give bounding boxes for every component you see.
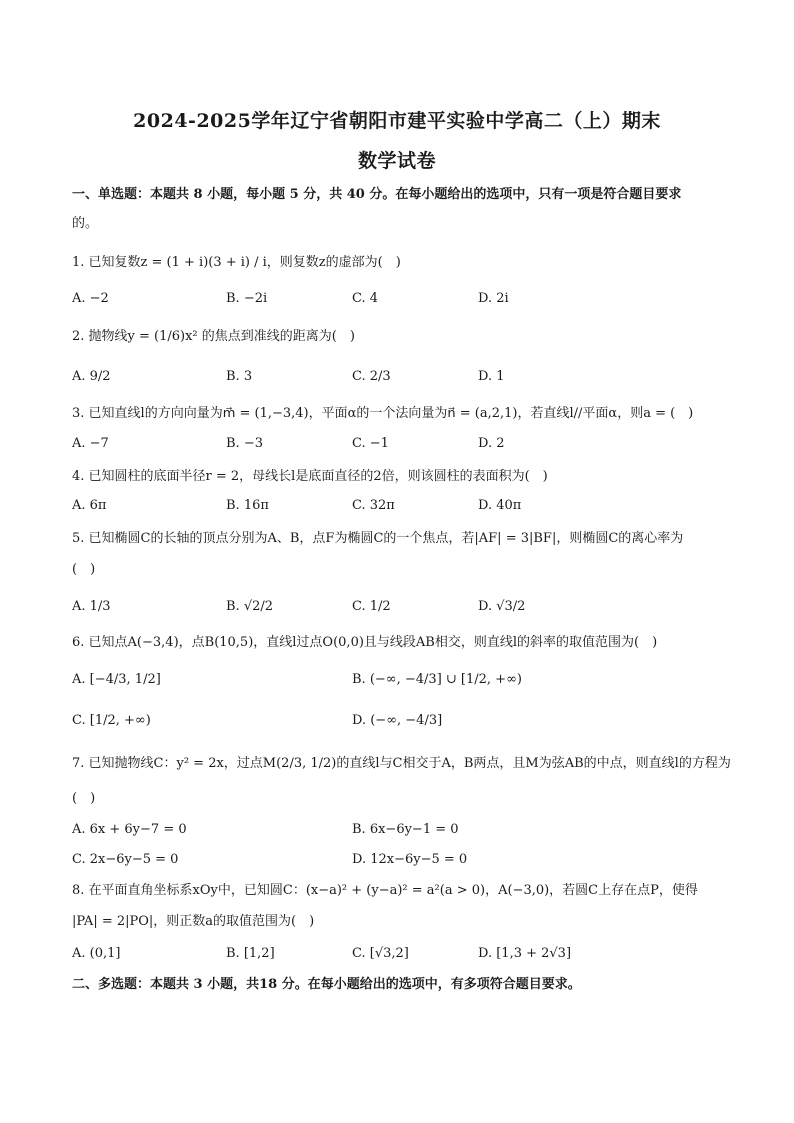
question-6-option-a: A. [−4/3, 1/2] [72,672,161,687]
section-1-header: 一、单选题：本题共 8 小题，每小题 5 分，共 40 分。在每小题给出的选项中，只有一项是符合题目要求 [72,187,682,202]
question-1-option-c: C. 4 [352,291,379,306]
question-6-stem: 6. 已知点A(−3,4)，点B(10,5)，直线l过点O(0,0)且与线段AB相交，则直线l的斜率的取值范围为( ) [72,635,658,650]
question-8-stem-cont: |PA| = 2|PO|，则正数a的取值范围为( ) [72,914,315,929]
section-2-header: 二、多选题：本题共 3 小题，共18 分。在每小题给出的选项中，有多项符合题目要求。 [72,977,581,992]
question-7-option-d: D. 12x−6y−5 = 0 [352,852,468,867]
question-3-option-a: A. −7 [72,436,109,451]
question-5-option-a: A. 1/3 [72,599,111,614]
question-6-option-d: D. (−∞, −4/3] [352,713,443,728]
question-3-stem: 3. 已知直线l的方向向量为m⃗ = (1,−3,4)，平面α的一个法向量为n⃗ = (a,2,1)，若直线l//平面α，则a = ( ) [72,406,694,421]
question-3-option-d: D. 2 [478,436,505,451]
question-8-option-b: B. [1,2] [226,946,275,961]
question-4-option-b: B. 16π [226,498,269,513]
question-5-option-b: B. √2/2 [226,599,274,614]
exam-subtitle: 数学试卷 [357,150,436,172]
question-5-option-d: D. √3/2 [478,599,526,614]
section-1-header-cont: 的。 [72,216,99,231]
question-8-option-a: A. (0,1] [72,946,121,961]
question-4-stem: 4. 已知圆柱的底面半径r = 2，母线长l是底面直径的2倍，则该圆柱的表面积为( ) [72,469,548,484]
question-1-stem: 1. 已知复数z = (1 + i)(3 + i) / i，则复数z的虚部为( ) [72,255,401,270]
question-5-option-c: C. 1/2 [352,599,391,614]
question-1-option-d: D. 2i [478,291,509,306]
question-2-option-d: D. 1 [478,369,505,384]
question-8-option-c: C. [√3,2] [352,946,409,961]
question-3-option-b: B. −3 [226,436,263,451]
question-7-stem-cont: ( ) [72,791,96,806]
question-8-stem: 8. 在平面直角坐标系xOy中，已知圆C：(x−a)² + (y−a)² = a²(a > 0)，A(−3,0)，若圆C上存在点P，使得 [72,883,698,898]
question-6-option-c: C. [1/2, +∞) [72,713,151,728]
question-6-option-b: B. (−∞, −4/3] ∪ [1/2, +∞) [352,672,522,687]
question-7-option-b: B. 6x−6y−1 = 0 [352,822,459,837]
question-5-stem-cont: ( ) [72,562,96,577]
question-2-option-b: B. 3 [226,369,253,384]
question-1-option-b: B. −2i [226,291,268,306]
question-1-option-a: A. −2 [72,291,109,306]
question-7-option-c: C. 2x−6y−5 = 0 [72,852,179,867]
question-7-option-a: A. 6x + 6y−7 = 0 [72,822,187,837]
question-4-option-d: D. 40π [478,498,522,513]
question-5-stem: 5. 已知椭圆C的长轴的顶点分别为A、B，点F为椭圆C的一个焦点，若|AF| = 3|BF|，则椭圆C的离心率为 [72,531,684,546]
question-2-option-c: C. 2/3 [352,369,391,384]
exam-title: 2024-2025学年辽宁省朝阳市建平实验中学高二（上）期末 [133,110,661,132]
question-3-option-c: C. −1 [352,436,389,451]
question-2-stem: 2. 抛物线y = (1/6)x² 的焦点到准线的距离为( ) [72,329,355,344]
question-8-option-d: D. [1,3 + 2√3] [478,946,572,961]
question-7-stem: 7. 已知抛物线C：y² = 2x，过点M(2/3, 1/2)的直线l与C相交于A，B两点，且M为弦AB的中点，则直线l的方程为 [72,756,731,771]
question-4-option-a: A. 6π [72,498,107,513]
question-2-option-a: A. 9/2 [72,369,111,384]
question-4-option-c: C. 32π [352,498,395,513]
